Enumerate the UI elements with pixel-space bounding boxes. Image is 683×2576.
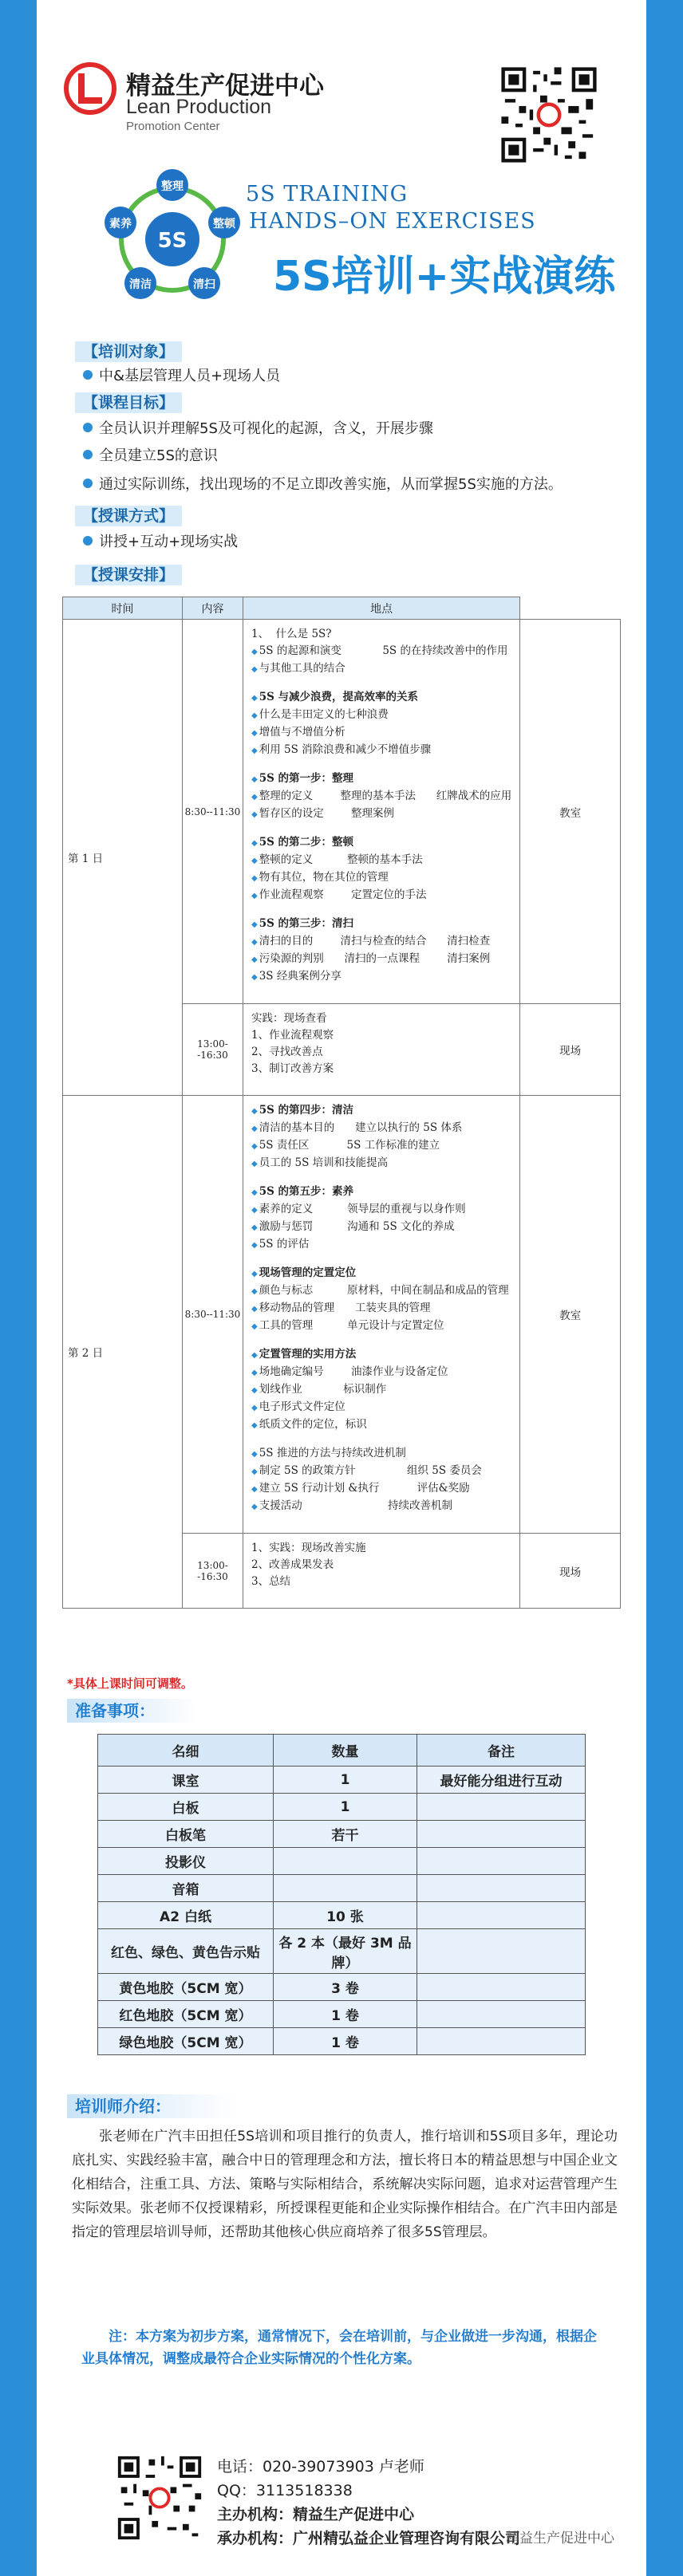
table-row	[63, 620, 621, 1004]
content-text: 5S 的第三步：清扫	[259, 917, 354, 930]
diamond-bullet-icon: ◆	[251, 1450, 258, 1459]
materials-cell: 若干	[274, 1821, 417, 1848]
content-line	[251, 1540, 511, 1557]
content-text: 制定 5S 的政策方针 组织 5S 委员会	[259, 1464, 482, 1477]
content-text: 颜色与标志 原材料，中间在制品和成品的管理	[259, 1284, 509, 1297]
content-block	[251, 1265, 511, 1335]
section-tag-schedule: 【授课安排】	[75, 565, 182, 585]
diamond-bullet-icon: ◆	[251, 1142, 258, 1151]
page-card	[37, 0, 646, 2576]
list-item: 全员认识并理解5S及可视化的起源，含义，开展步骤	[83, 419, 433, 439]
diamond-bullet-icon: ◆	[251, 839, 258, 848]
materials-table	[97, 1734, 586, 2055]
content-block	[251, 689, 511, 759]
content-line	[251, 1201, 511, 1219]
content-line	[251, 834, 511, 852]
list-item: 讲授+互动+现场实战	[83, 533, 238, 552]
materials-cell: 红色、绿色、黄色告示贴	[98, 1929, 274, 1974]
diamond-bullet-icon: ◆	[251, 729, 258, 738]
materials-cell: 绿色地胶（5CM 宽）	[98, 2028, 274, 2055]
diamond-bullet-icon: ◆	[251, 1503, 258, 1511]
five-s-diagram	[93, 160, 252, 319]
page-title: 5S培训+实战演练	[273, 253, 616, 301]
content-text: 污染源的判别 清扫的一点课程 清扫案例	[259, 952, 491, 965]
content-text: 员工的 5S 培训和技能提高	[259, 1156, 389, 1169]
content-line	[251, 643, 511, 660]
content-text: 5S 的起源和演变 5S 的在持续改善中的作用	[259, 644, 508, 657]
content-text: 什么是丰田定义的七种浪费	[259, 708, 389, 721]
content-block	[251, 916, 511, 986]
diamond-bullet-icon: ◆	[251, 1241, 258, 1250]
content-text: 5S 推进的方法与持续改进机制	[259, 1447, 406, 1459]
org-subtitle-en: Promotion Center	[126, 120, 220, 133]
content-line	[251, 1137, 511, 1155]
org-name-cn: 精益生产促进中心	[126, 72, 324, 100]
content-text: 5S 责任区 5S 工作标准的建立	[259, 1139, 440, 1152]
diamond-bullet-icon: ◆	[251, 1270, 258, 1278]
organizer: 承办机构：广州精弘益企业管理咨询有限公司	[217, 2530, 521, 2547]
bullet-icon	[83, 370, 93, 380]
content-line	[251, 1318, 511, 1335]
diamond-bullet-icon: ◆	[251, 810, 258, 819]
host-organization: 主办机构：精益生产促进中心	[217, 2506, 415, 2523]
content-block	[251, 1445, 511, 1515]
content-text: 清扫的目的 清扫与检查的结合 清扫检查	[259, 935, 491, 947]
section-tag-method: 【授课方式】	[75, 506, 182, 526]
table-row	[98, 1929, 586, 1974]
table-row	[98, 1767, 586, 1794]
content-cell	[243, 1004, 520, 1096]
content-text: 工具的管理 单元设计与定置定位	[259, 1319, 444, 1332]
diamond-bullet-icon: ◆	[251, 1467, 258, 1476]
content-text: 1、 什么是 5S?	[251, 628, 332, 640]
trainer-tag: 培训师介绍：	[67, 2094, 235, 2118]
content-line	[251, 1102, 511, 1120]
content-text: 1、作业流程观察	[251, 1029, 334, 1042]
table-row	[98, 1902, 586, 1929]
content-block	[251, 626, 511, 678]
content-text: 实践：现场查看	[251, 1012, 327, 1025]
materials-cell	[417, 1929, 586, 1974]
list-item: 全员建立5S的意识	[83, 447, 218, 466]
content-text: 利用 5S 消除浪费和减少不增值步骤	[259, 743, 432, 756]
diagram-center-label: 5S	[157, 229, 188, 253]
materials-cell	[274, 1848, 417, 1875]
materials-cell	[417, 1974, 586, 2001]
diamond-bullet-icon: ◆	[251, 1369, 258, 1377]
day-cell: 第 1 日	[63, 620, 183, 1096]
content-text: 暂存区的设定 整理案例	[259, 807, 395, 820]
content-text: 5S 的第五步：素养	[259, 1185, 354, 1198]
content-text: 素养的定义 领导层的重视与以身作则	[259, 1203, 466, 1215]
content-line	[251, 1184, 511, 1201]
diamond-bullet-icon: ◆	[251, 973, 258, 982]
diamond-bullet-icon: ◆	[251, 955, 258, 964]
content-line	[251, 1219, 511, 1236]
content-line	[251, 1346, 511, 1364]
content-cell	[243, 620, 520, 1004]
materials-header-cell: 备注	[417, 1735, 586, 1767]
materials-cell	[417, 1875, 586, 1902]
diamond-bullet-icon: ◆	[251, 892, 258, 900]
materials-cell	[417, 1794, 586, 1821]
org-name-en: Lean Production	[126, 96, 272, 118]
section-tag-goals: 【课程目标】	[75, 392, 182, 413]
diamond-bullet-icon: ◆	[251, 1160, 258, 1168]
time-cell: 8:30--11:30	[183, 1096, 243, 1534]
schedule-note: *具体上课时间可调整。	[67, 1676, 193, 1691]
content-text: 5S 的第四步：清洁	[259, 1104, 354, 1117]
materials-cell	[417, 2028, 586, 2055]
content-line	[251, 1574, 511, 1590]
diamond-bullet-icon: ◆	[251, 1485, 258, 1494]
content-line	[251, 1044, 511, 1061]
content-line	[251, 805, 511, 823]
content-line	[251, 742, 511, 759]
content-text: 2、改善成果发表	[251, 1558, 334, 1571]
bullet-icon	[83, 450, 93, 459]
content-line	[251, 660, 511, 678]
diamond-bullet-icon: ◆	[251, 711, 258, 720]
content-text: 建立 5S 行动计划 &执行 评估&奖励	[259, 1482, 470, 1495]
materials-cell: 各 2 本（最好 3M 品牌）	[274, 1929, 417, 1974]
content-block	[251, 770, 511, 823]
content-line	[251, 1282, 511, 1300]
content-text: 5S 的评估	[259, 1238, 310, 1251]
content-text: 3、总结	[251, 1575, 291, 1588]
content-text: 2、寻找改善点	[251, 1046, 323, 1058]
content-text: 激励与惩罚 沟通和 5S 文化的养成	[259, 1220, 455, 1233]
materials-cell: 1	[274, 1794, 417, 1821]
content-block	[251, 1010, 511, 1077]
content-line	[251, 1416, 511, 1434]
diamond-bullet-icon: ◆	[251, 874, 258, 883]
content-line	[251, 852, 511, 869]
diamond-bullet-icon: ◆	[251, 1386, 258, 1395]
lean-logo-icon	[64, 62, 116, 115]
materials-tag: 准备事项：	[67, 1699, 198, 1723]
place-cell: 现场	[520, 1004, 621, 1096]
materials-cell	[274, 1875, 417, 1902]
diagram-node-label: 清洁	[129, 278, 152, 291]
table-row	[98, 2028, 586, 2055]
plan-remark: 注：本方案为初步方案，通常情况下，会在培训前，与企业做进一步沟通，根据企业具体情况，调整成最符合企业实际情况的个性化方案。	[81, 2329, 597, 2367]
content-line	[251, 968, 511, 986]
watermark: 精益生产促进中心	[506, 2531, 614, 2546]
content-cell	[243, 1096, 520, 1534]
schedule-header-time: 时间	[63, 597, 183, 620]
bullet-icon	[83, 423, 93, 432]
diamond-bullet-icon: ◆	[251, 775, 258, 784]
content-block	[251, 1346, 511, 1434]
content-text: 支援活动 持续改善机制	[259, 1499, 452, 1512]
schedule-header-content: 内容	[183, 597, 243, 620]
contact-qq: QQ：3113518338	[217, 2482, 353, 2499]
content-text: 物有其位，物在其位的管理	[259, 871, 389, 884]
contact-phone: 电话：020-39073903 卢老师	[217, 2458, 424, 2476]
time-cell: 8:30--11:30	[183, 620, 243, 1004]
content-line	[251, 1557, 511, 1574]
content-block	[251, 1184, 511, 1254]
diamond-bullet-icon: ◆	[251, 665, 258, 674]
day-cell: 第 2 日	[63, 1096, 183, 1609]
content-line	[251, 887, 511, 904]
diamond-bullet-icon: ◆	[251, 920, 258, 929]
diamond-bullet-icon: ◆	[251, 1107, 258, 1116]
schedule-table	[62, 597, 621, 1609]
diamond-bullet-icon: ◆	[251, 938, 258, 947]
content-line	[251, 689, 511, 707]
content-text: 3、制订改善方案	[251, 1062, 334, 1075]
materials-cell: 10 张	[274, 1902, 417, 1929]
bullet-icon	[83, 479, 93, 488]
diagram-node-label: 素养	[109, 218, 132, 230]
content-text: 现场管理的定置定位	[259, 1266, 357, 1279]
content-line	[251, 1155, 511, 1172]
list-item: 中&基层管理人员+现场人员	[83, 367, 280, 386]
content-text: 电子形式文件定位	[259, 1400, 345, 1413]
content-text: 整理的定义 整理的基本手法 红牌战术的应用	[259, 790, 512, 802]
diamond-bullet-icon: ◆	[251, 1421, 258, 1430]
content-line	[251, 1498, 511, 1515]
content-line	[251, 1480, 511, 1498]
content-line	[251, 626, 511, 643]
materials-cell: 1 卷	[274, 2028, 417, 2055]
diagram-node-label: 整顿	[213, 218, 235, 230]
materials-header-cell: 数量	[274, 1735, 417, 1767]
time-cell: 13:00--16:30	[183, 1534, 243, 1609]
table-row	[98, 1848, 586, 1875]
diamond-bullet-icon: ◆	[251, 793, 258, 802]
diamond-bullet-icon: ◆	[251, 648, 258, 656]
content-block	[251, 1540, 511, 1590]
table-row	[98, 1974, 586, 2001]
diamond-bullet-icon: ◆	[251, 1305, 258, 1314]
materials-cell: A2 白纸	[98, 1902, 274, 1929]
diamond-bullet-icon: ◆	[251, 1206, 258, 1215]
diamond-bullet-icon: ◆	[251, 1404, 258, 1412]
content-line	[251, 951, 511, 968]
content-line	[251, 1445, 511, 1463]
qr-code-icon	[498, 64, 600, 166]
materials-cell: 1	[274, 1767, 417, 1794]
materials-cell: 1 卷	[274, 2001, 417, 2028]
content-line	[251, 1300, 511, 1318]
content-text: 5S 的第一步：整理	[259, 772, 354, 785]
diamond-bullet-icon: ◆	[251, 1188, 258, 1197]
list-item: 通过实际训练，找出现场的不足立即改善实施，从而掌握5S实施的方法。	[83, 475, 563, 494]
content-text: 作业流程观察 定置定位的手法	[259, 888, 427, 901]
diamond-bullet-icon: ◆	[251, 1322, 258, 1331]
materials-cell	[417, 1821, 586, 1848]
content-line	[251, 1027, 511, 1044]
content-text: 与其他工具的结合	[259, 662, 345, 675]
table-row	[98, 2001, 586, 2028]
section-tag-target: 【培训对象】	[75, 341, 182, 362]
diamond-bullet-icon: ◆	[251, 694, 258, 703]
content-text: 1、实践：现场改善实施	[251, 1542, 366, 1554]
content-text: 定置管理的实用方法	[259, 1348, 357, 1361]
content-block	[251, 834, 511, 904]
materials-cell: 课室	[98, 1767, 274, 1794]
bullet-icon	[83, 536, 93, 546]
table-row	[98, 1794, 586, 1821]
diamond-bullet-icon: ◆	[251, 1125, 258, 1133]
content-line	[251, 770, 511, 788]
content-line	[251, 933, 511, 951]
diagram-node-label: 整理	[161, 180, 184, 193]
content-line	[251, 1061, 511, 1077]
content-block	[251, 1102, 511, 1172]
materials-cell	[417, 2001, 586, 2028]
content-line	[251, 707, 511, 724]
content-text: 移动物品的管理 工装夹具的管理	[259, 1302, 431, 1314]
content-line	[251, 1463, 511, 1480]
content-line	[251, 1120, 511, 1137]
header	[37, 0, 646, 343]
schedule-header-place: 地点	[243, 597, 520, 620]
place-cell: 教室	[520, 1096, 621, 1534]
diamond-bullet-icon: ◆	[251, 1287, 258, 1296]
content-text: 5S 与减少浪费，提高效率的关系	[259, 691, 419, 703]
content-line	[251, 1010, 511, 1027]
content-line	[251, 1399, 511, 1416]
content-text: 3S 经典案例分享	[259, 970, 342, 983]
diamond-bullet-icon: ◆	[251, 746, 258, 755]
table-row	[63, 1096, 621, 1534]
diamond-bullet-icon: ◆	[251, 1223, 258, 1232]
diagram-node-label: 清扫	[193, 278, 215, 291]
materials-cell: 投影仪	[98, 1848, 274, 1875]
content-text: 整顿的定义 整顿的基本手法	[259, 853, 423, 866]
qr-code-icon	[115, 2453, 204, 2543]
content-text: 5S 的第二步：整顿	[259, 836, 354, 849]
place-cell: 教室	[520, 620, 621, 1004]
content-line	[251, 1364, 511, 1381]
time-cell: 13:00--16:30	[183, 1004, 243, 1096]
diamond-bullet-icon: ◆	[251, 857, 258, 865]
content-line	[251, 1381, 511, 1399]
materials-cell	[417, 1902, 586, 1929]
materials-cell: 音箱	[98, 1875, 274, 1902]
trainer-intro: 张老师在广汽丰田担任5S培训和项目推行的负责人，推行培训和5S项目多年，理论功底扎实、实践经验丰富，融合中日的管理理念和方法，擅长将日本的精益思想与中国企业文化相结合，注重工具、方法、策略与实际相结合，系统解决实际问题，追求对运营管理产生实际效果。张老师不仅授课精彩，所授课程更能和企业实际操作相结合。在广汽丰田内部是指定的管理层培训导师，还帮助其他核心供应商培养了很多5S管理层。	[72, 2129, 618, 2240]
content-line	[251, 916, 511, 933]
materials-header-cell: 名细	[98, 1735, 274, 1767]
content-line	[251, 724, 511, 742]
title-en-line2: HANDS–ON EXERCISES	[249, 209, 536, 234]
materials-cell	[417, 1848, 586, 1875]
materials-cell: 最好能分组进行互动	[417, 1767, 586, 1794]
content-line	[251, 1236, 511, 1254]
materials-cell: 3 卷	[274, 1974, 417, 2001]
content-line	[251, 869, 511, 887]
table-row	[98, 1821, 586, 1848]
materials-cell: 白板笔	[98, 1821, 274, 1848]
place-cell: 现场	[520, 1534, 621, 1609]
title-en-line1: 5S TRAINING	[246, 182, 409, 207]
materials-cell: 白板	[98, 1794, 274, 1821]
content-text: 增值与不增值分析	[259, 726, 345, 739]
content-cell	[243, 1534, 520, 1609]
content-text: 清洁的基本目的 建立以执行的 5S 体系	[259, 1121, 463, 1134]
content-line	[251, 1265, 511, 1282]
content-line	[251, 788, 511, 805]
content-text: 纸质文件的定位，标识	[259, 1418, 367, 1431]
table-row	[98, 1875, 586, 1902]
materials-cell: 红色地胶（5CM 宽）	[98, 2001, 274, 2028]
content-text: 划线作业 标识制作	[259, 1383, 387, 1396]
materials-header-row	[98, 1735, 586, 1767]
diamond-bullet-icon: ◆	[251, 1351, 258, 1360]
content-text: 场地确定编号 油漆作业与设备定位	[259, 1365, 448, 1378]
materials-cell: 黄色地胶（5CM 宽）	[98, 1974, 274, 2001]
